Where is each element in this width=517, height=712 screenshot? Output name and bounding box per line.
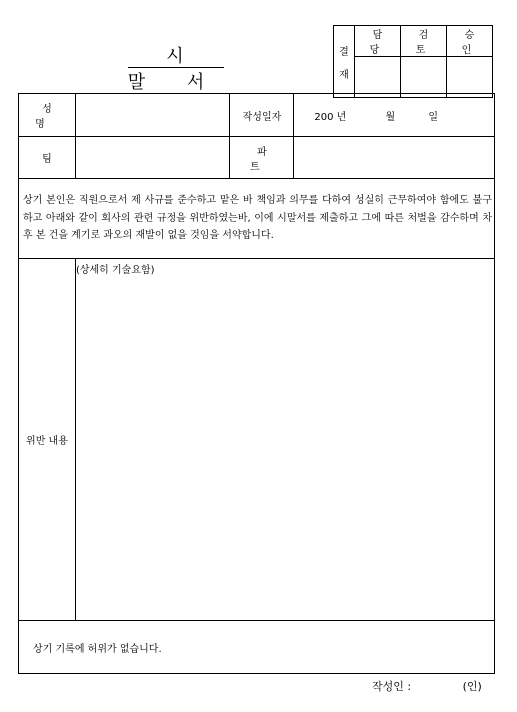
- approval-header-approve: 승 인: [447, 26, 493, 57]
- violation-label: 위반 내용: [19, 259, 76, 621]
- approval-side-label-bottom: 재: [339, 69, 349, 81]
- team-field[interactable]: [75, 137, 230, 179]
- part-field[interactable]: [294, 137, 495, 179]
- date-label: 작성일자: [230, 94, 294, 137]
- approval-side-label-top: 결: [339, 46, 349, 58]
- pledge-text: 상기 본인은 직원으로서 제 사규를 준수하고 맡은 바 책임과 의무를 다하여 성실히 근무하여야 함에도 불구하고 아래와 같이 회사의 관련 규정을 위반하였는바, 이에 시말서를 제출하고 그에 따른 처벌을 감수하며 차후 본 건을 계기로 과오의 재발이 없을 것임을 서약합니다.: [19, 179, 495, 259]
- violation-hint: (상세히 기술요함): [75, 265, 155, 276]
- document-title: 시 말 서: [127, 46, 223, 93]
- approval-side-label: [334, 26, 355, 98]
- date-day: 일: [428, 111, 439, 123]
- date-month: 월: [385, 111, 396, 123]
- approval-box: [333, 25, 493, 98]
- part-label: 파 트: [230, 137, 294, 179]
- violation-details-field[interactable]: [75, 259, 494, 621]
- author-label: 작성인 :: [372, 680, 412, 693]
- approval-sign-review[interactable]: [401, 57, 447, 98]
- seal-mark: (인): [462, 680, 482, 693]
- statement-form: [18, 93, 495, 674]
- approval-header-staff: 담 당: [355, 26, 401, 57]
- date-year: 200 년: [314, 111, 347, 123]
- approval-header-review: 검 토: [401, 26, 447, 57]
- date-field[interactable]: [294, 94, 495, 137]
- name-field[interactable]: [75, 94, 230, 137]
- name-label: 성 명: [19, 94, 76, 137]
- team-label: 팀: [19, 137, 76, 179]
- approval-sign-approve[interactable]: [447, 57, 493, 98]
- title-underline: [128, 67, 224, 68]
- confirmation-text: 상기 기록에 허위가 없습니다.: [19, 621, 495, 674]
- approval-sign-staff[interactable]: [355, 57, 401, 98]
- author-signature-line: [372, 678, 497, 694]
